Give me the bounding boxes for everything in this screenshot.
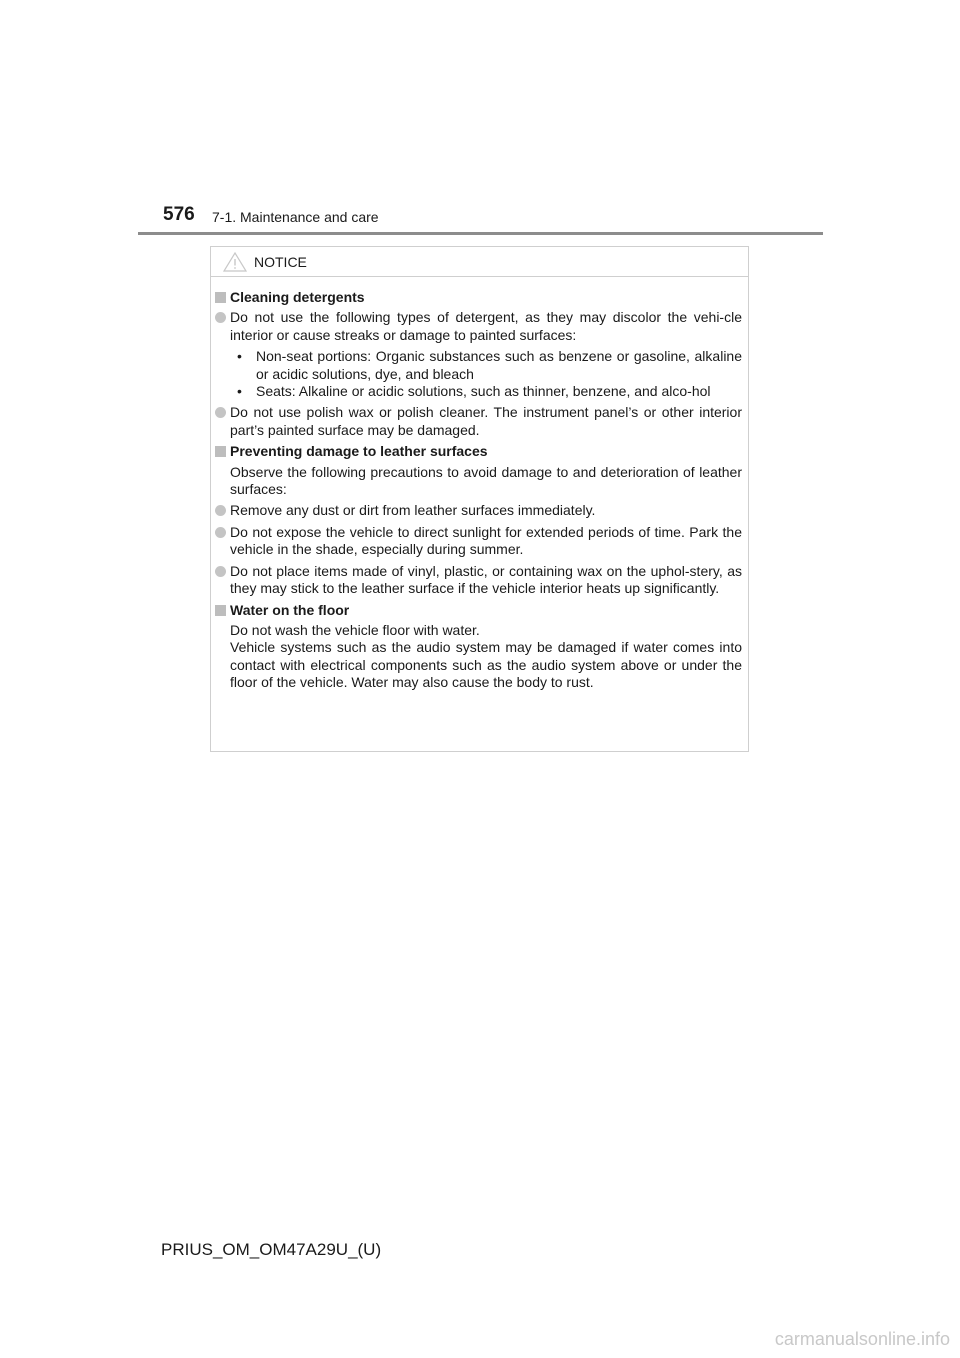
header-rule — [138, 232, 823, 235]
footer-doc-code: PRIUS_OM_OM47A29U_(U) — [161, 1240, 382, 1259]
sub-item-text: Non-seat portions: Organic substances such as benzene or gasoline, alkaline or acidic solutions, dye, and bleach — [256, 348, 742, 382]
circle-bullet-icon — [215, 407, 226, 418]
notice-label: NOTICE — [254, 254, 307, 270]
item-text: Do not expose the vehicle to direct sunlight for extended periods of time. Park the vehicle in the shade, especially during summer. — [230, 523, 742, 558]
watermark: carmanualsonline.info — [774, 1329, 950, 1349]
heading-text: Cleaning detergents — [230, 289, 365, 305]
item-text: Do not use the following types of detergent, as they may discolor the vehi-cle interior or cause streaks or damage to painted surfaces: — [230, 309, 742, 343]
heading-text: Water on the floor — [230, 601, 350, 618]
sub-list-item — [230, 348, 742, 383]
item-text: Do not use polish wax or polish cleaner. The instrument panel’s or other interior part’s painted surface may be damaged. — [230, 404, 742, 438]
list-item — [211, 502, 748, 519]
sub-list — [211, 348, 748, 400]
section-heading — [211, 289, 748, 306]
item-text: Remove any dust or dirt from leather surfaces immediately. — [230, 502, 596, 519]
notice-header — [211, 247, 748, 277]
notice-body — [211, 289, 748, 696]
circle-bullet-icon — [215, 505, 226, 516]
item-text: Do not place items made of vinyl, plastic, or containing wax on the uphol-stery, as they may stick to the leather surface if the vehicle interior heats up significantly. — [230, 562, 742, 597]
notice-box — [210, 246, 749, 752]
list-item — [211, 309, 748, 344]
circle-bullet-icon — [215, 312, 226, 323]
square-bullet-icon — [215, 446, 226, 457]
list-item — [211, 563, 748, 598]
list-item — [211, 404, 748, 439]
list-item — [211, 524, 748, 559]
paragraph: Vehicle systems such as the audio system may be damaged if water comes into contact with electrical components such as the audio system above or under the floor of the vehicle. Water may also cause the body to rust. — [230, 639, 742, 691]
section-heading — [211, 602, 748, 619]
section-heading — [211, 443, 748, 460]
circle-bullet-icon — [215, 527, 226, 538]
section-title: 7-1. Maintenance and care — [212, 209, 379, 225]
dot-bullet-icon: • — [237, 348, 242, 365]
warning-triangle-icon — [223, 252, 247, 272]
sub-item-text: Seats: Alkaline or acidic solutions, such as thinner, benzene, and alco-hol — [256, 383, 711, 400]
square-bullet-icon — [215, 292, 226, 303]
page-number: 576 — [163, 204, 195, 225]
circle-bullet-icon — [215, 566, 226, 577]
sub-list-item — [230, 383, 742, 400]
dot-bullet-icon: • — [237, 383, 242, 400]
intro-paragraph: Observe the following precautions to avoid damage to and deterioration of leather surfaces: — [230, 463, 742, 498]
paragraph-line: Do not wash the vehicle floor with water. — [230, 621, 480, 638]
heading-text: Preventing damage to leather surfaces — [230, 443, 488, 460]
square-bullet-icon — [215, 605, 226, 616]
